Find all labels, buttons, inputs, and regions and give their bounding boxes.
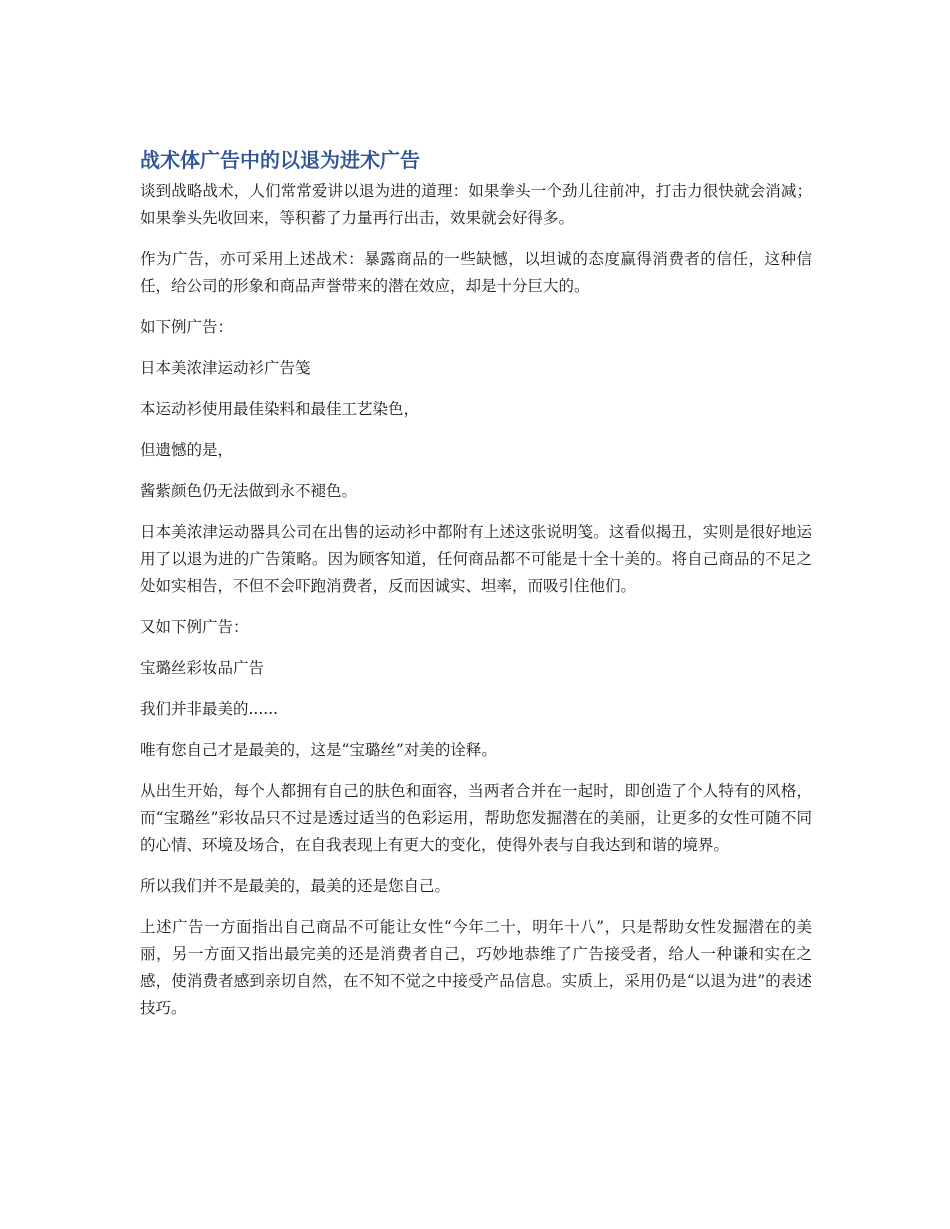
paragraph-ad-2-body: 从出生开始，每个人都拥有自己的肤色和面容，当两者合并在一起时，即创造了个人特有的风格，而“宝璐丝”彩妆品只不过是透过适当的色彩运用，帮助您发掘潜在的美丽，让更多的女性可随不同的心情、环境及场合，在自我表现上有更大的变化，使得外表与自我达到和谐的境界。: [140, 782, 812, 854]
paragraph-ad-2-closing: 所以我们并不是最美的，最美的还是您自己。: [140, 877, 451, 895]
paragraph-ad-1-title: 日本美浓津运动衫广告笺: [140, 359, 311, 377]
document-title: 战术体广告中的以退为进术广告: [140, 148, 420, 172]
paragraph-ad-1-line-1: 本运动衫使用最佳染料和最佳工艺染色，: [140, 400, 420, 418]
paragraph-ad-1-line-3: 酱紫颜色仍无法做到永不褪色。: [140, 482, 358, 500]
paragraph-ad-2-title: 宝璐丝彩妆品广告: [140, 659, 265, 677]
paragraph-intro: 谈到战略战术，人们常常爱讲以退为进的道理：如果拳头一个劲儿往前冲，打击力很快就会消减；如果拳头先收回来，等积蓄了力量再行出击，效果就会好得多。: [140, 182, 812, 227]
paragraph-ad-2-analysis: 上述广告一方面指出自己商品不可能让女性“今年二十，明年十八”，只是帮助女性发掘潜在的美丽，另一方面又指出最完美的还是消费者自己，巧妙地恭维了广告接受者，给人一种谦和实在之感，使消费者感到亲切自然，在不知不觉之中接受产品信息。实质上，采用仍是“以退为进”的表述技巧。: [140, 918, 812, 1017]
paragraph-example-2-lead: 又如下例广告：: [140, 618, 249, 636]
paragraph-ad-1-line-2: 但遗憾的是，: [140, 441, 234, 459]
paragraph-ad-1-analysis: 日本美浓津运动器具公司在出售的运动衫中都附有上述这张说明笺。这看似揭丑，实则是很好地运用了以退为进的广告策略。因为顾客知道，任何商品都不可能是十全十美的。将自己商品的不足之处如实相告，不但不会吓跑消费者，反而因诚实、坦率，而吸引住他们。: [140, 523, 812, 595]
document-page: [140, 146, 812, 1036]
paragraph-ad-2-line-2: 唯有您自己才是最美的，这是“宝璐丝”对美的诠释。: [140, 741, 497, 759]
paragraph-ad-tactic: 作为广告，亦可采用上述战术：暴露商品的一些缺憾，以坦诚的态度赢得消费者的信任，这种信任，给公司的形象和商品声誉带来的潜在效应，却是十分巨大的。: [140, 250, 812, 295]
paragraph-example-1-lead: 如下例广告：: [140, 318, 234, 336]
paragraph-ad-2-line-1: 我们并非最美的......: [140, 700, 279, 718]
